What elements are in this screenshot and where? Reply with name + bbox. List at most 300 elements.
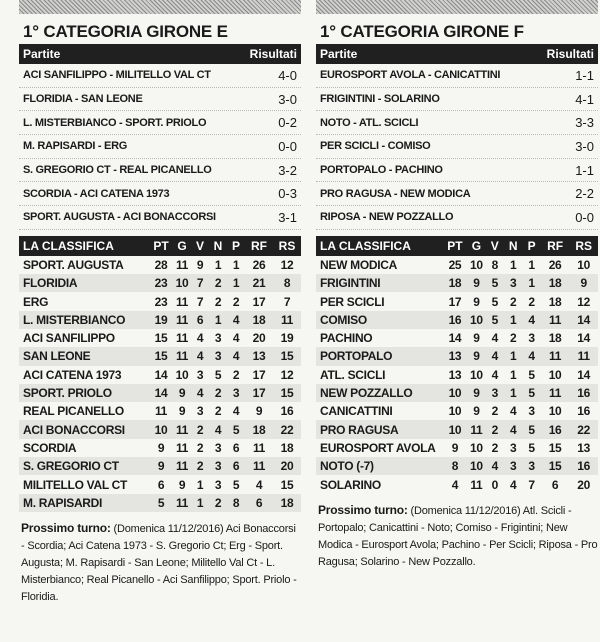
stat-cell: 13 (448, 367, 462, 382)
stat-cell: 3 (196, 404, 204, 419)
stat-cell: 15 (273, 347, 301, 365)
stat-cell: 3 (196, 367, 204, 382)
table-row (19, 494, 301, 512)
stat-cell: 23 (149, 274, 173, 292)
standings-col-header: V (191, 236, 209, 256)
next-round-label: Prossimo turno: (21, 520, 111, 535)
stat-cell: 20 (577, 477, 591, 492)
header-hatch (316, 0, 598, 14)
stat-cell: 1 (509, 257, 517, 272)
standings-title: LA CLASSIFICA (316, 236, 443, 256)
match-score: 3-0 (278, 91, 297, 107)
stat-cell: 10 (577, 257, 591, 272)
stat-cell: 19 (149, 311, 173, 329)
stat-cell: 17 (245, 384, 273, 402)
girone-f-title: 1° CATEGORIA GIRONE F (320, 22, 524, 41)
standings-col-header: RS (569, 236, 598, 256)
stat-cell: 2 (232, 294, 240, 309)
stat-cell: 11 (470, 477, 483, 492)
stat-cell: 5 (227, 420, 245, 438)
stat-cell: 5 (528, 367, 535, 382)
stat-cell: 9 (467, 274, 485, 292)
standings-col-header: V (486, 236, 504, 256)
match-row (316, 206, 598, 230)
team-name: MILITELLO VAL CT (23, 477, 128, 492)
stat-cell: 6 (232, 440, 240, 455)
table-row (19, 256, 301, 274)
girone-f-panel (316, 0, 598, 571)
match-score: 4-0 (278, 67, 297, 83)
stat-cell: 9 (473, 404, 480, 419)
team-name: NOTO (-7) (316, 457, 443, 475)
stat-cell: 14 (577, 367, 591, 382)
stat-cell: 2 (491, 440, 498, 455)
stat-cell: 14 (448, 331, 462, 346)
stat-cell: 11 (173, 494, 191, 512)
stat-cell: 1 (522, 274, 540, 292)
stat-cell: 2 (528, 294, 535, 309)
table-row (19, 475, 301, 493)
team-name: COMISO (316, 311, 443, 329)
stat-cell: 26 (252, 257, 266, 272)
match-teams: FLORIDIA - SAN LEONE (23, 93, 143, 106)
stat-cell: 4 (509, 404, 517, 419)
stat-cell: 13 (245, 347, 273, 365)
stat-cell: 12 (280, 257, 294, 272)
stat-cell: 0 (491, 477, 498, 492)
stat-cell: 2 (509, 331, 517, 346)
match-teams: FRIGINTINI - SOLARINO (320, 93, 440, 106)
stat-cell: 9 (473, 294, 480, 309)
stat-cell: 11 (175, 294, 189, 309)
match-row (19, 111, 301, 135)
stat-cell: 9 (173, 384, 191, 402)
stat-cell: 14 (154, 367, 168, 382)
stat-cell: 3 (504, 457, 522, 475)
stat-cell: 7 (196, 294, 204, 309)
stat-cell: 11 (175, 257, 189, 272)
stat-cell: 10 (470, 440, 483, 455)
match-teams: SCORDIA - ACI CATENA 1973 (23, 187, 170, 200)
table-row (316, 311, 598, 329)
stat-cell: 4 (486, 347, 504, 365)
standings-col-header: P (227, 236, 245, 256)
stat-cell: 16 (280, 404, 294, 419)
girone-e-panel (19, 0, 301, 606)
stat-cell: 15 (154, 331, 168, 346)
stat-cell: 4 (486, 457, 504, 475)
team-name: REAL PICANELLO (23, 404, 124, 419)
stat-cell: 10 (548, 404, 562, 419)
stat-cell: 18 (245, 311, 273, 329)
team-name: CANICATTINI (320, 404, 393, 419)
standings-col-header: N (209, 236, 227, 256)
table-row (19, 457, 301, 475)
col-risultati: Risultati (546, 47, 594, 61)
stat-cell: 2 (209, 274, 227, 292)
table-row (19, 329, 301, 347)
stat-cell: 4 (509, 477, 517, 492)
team-name: SAN LEONE (19, 347, 149, 365)
stat-cell: 4 (522, 347, 540, 365)
stat-cell: 5 (486, 274, 504, 292)
stat-cell: 3 (486, 384, 504, 402)
table-row (316, 256, 598, 274)
match-score: 0-3 (278, 186, 297, 202)
matches-list (316, 64, 598, 230)
stat-cell: 10 (467, 311, 485, 329)
stat-cell: 26 (548, 257, 562, 272)
stat-cell: 10 (149, 420, 173, 438)
stat-cell: 15 (149, 347, 173, 365)
stat-cell: 23 (154, 294, 168, 309)
team-name: FLORIDIA (19, 274, 149, 292)
stat-cell: 5 (491, 294, 498, 309)
stat-cell: 6 (191, 311, 209, 329)
stat-cell: 4 (255, 477, 263, 492)
match-teams: S. GREGORIO CT - REAL PICANELLO (23, 164, 212, 177)
standings-col-header: PT (149, 236, 173, 256)
table-row (316, 420, 598, 438)
stat-cell: 16 (541, 420, 570, 438)
match-score: 3-0 (575, 138, 594, 154)
stat-cell: 7 (191, 274, 209, 292)
match-score: 4-1 (575, 91, 594, 107)
table-row (19, 439, 301, 457)
stat-cell: 3 (214, 440, 222, 455)
stat-cell: 16 (443, 311, 468, 329)
stat-cell: 2 (196, 440, 204, 455)
stat-cell: 10 (470, 257, 483, 272)
match-teams: NOTO - ATL. SCICLI (320, 116, 419, 129)
stat-cell: 5 (232, 477, 240, 492)
match-score: 1-1 (575, 162, 594, 178)
match-score: 1-1 (575, 67, 594, 83)
stat-cell: 22 (273, 420, 301, 438)
stat-cell: 9 (157, 440, 165, 455)
stat-cell: 2 (509, 294, 517, 309)
stat-cell: 16 (569, 457, 598, 475)
stat-cell: 4 (227, 347, 245, 365)
table-row (19, 274, 301, 292)
stat-cell: 3 (209, 457, 227, 475)
stat-cell: 2 (214, 404, 222, 419)
match-row (19, 182, 301, 206)
stat-cell: 9 (569, 274, 598, 292)
stat-cell: 2 (209, 494, 227, 512)
stat-cell: 21 (245, 274, 273, 292)
next-round-date: (Domenica 11/12/2016) (410, 504, 521, 517)
stat-cell: 18 (548, 331, 562, 346)
stat-cell: 9 (178, 477, 186, 492)
stat-cell: 4 (196, 331, 204, 346)
stat-cell: 6 (245, 494, 273, 512)
stat-cell: 14 (569, 311, 598, 329)
stat-cell: 13 (443, 347, 468, 365)
team-name: PRO RAGUSA (316, 420, 443, 438)
stat-cell: 16 (577, 404, 591, 419)
standings-col-header: G (173, 236, 191, 256)
stat-cell: 5 (214, 367, 222, 382)
table-row (19, 347, 301, 365)
stat-cell: 8 (443, 457, 468, 475)
stat-cell: 11 (541, 311, 570, 329)
stat-cell: 1 (209, 311, 227, 329)
table-row (19, 311, 301, 329)
stat-cell: 10 (467, 457, 485, 475)
stat-cell: 10 (175, 367, 189, 382)
stat-cell: 11 (154, 404, 168, 419)
table-row (316, 384, 598, 402)
matches-list (19, 64, 301, 230)
team-name: ACI BONACCORSI (19, 420, 149, 438)
stat-cell: 4 (451, 477, 459, 492)
stat-cell: 11 (569, 347, 598, 365)
stat-cell: 1 (227, 274, 245, 292)
standings-header-row (19, 236, 301, 256)
team-name: SCORDIA (23, 440, 77, 455)
standings-col-header: RF (245, 236, 273, 256)
match-teams: L. MISTERBIANCO - SPORT. PRIOLO (23, 116, 207, 129)
stat-cell: 9 (255, 404, 263, 419)
stat-cell: 2 (214, 294, 222, 309)
stat-cell: 15 (548, 440, 562, 455)
team-name: FRIGINTINI (316, 274, 443, 292)
standings-col-header: P (522, 236, 540, 256)
stat-cell: 6 (551, 477, 559, 492)
stat-cell: 4 (491, 331, 498, 346)
stat-cell: 5 (149, 494, 173, 512)
stat-cell: 10 (173, 274, 191, 292)
stat-cell: 11 (173, 311, 191, 329)
stat-cell: 10 (448, 404, 462, 419)
stat-cell: 11 (467, 420, 485, 438)
stat-cell: 6 (227, 457, 245, 475)
stat-cell: 5 (522, 420, 540, 438)
match-score: 3-1 (278, 209, 297, 225)
next-round-fixtures: Aci Bonaccorsi - Scordia; Aci Catena 1973 - S. Gregorio Ct; Erg - Sport. Augusta; M. Rapisardi - San Leone; Militello Val Ct - L. Misterbianco; Real Picanello - Aci Sanfilippo; Sport. Priolo - Floridia. (21, 522, 297, 603)
match-score: 3-2 (278, 162, 297, 178)
stat-cell: 3 (509, 440, 517, 455)
team-name: L. MISTERBIANCO (19, 311, 149, 329)
match-row (19, 206, 301, 230)
stat-cell: 7 (528, 477, 535, 492)
matches-header (316, 44, 598, 64)
stat-cell: 2 (491, 404, 498, 419)
stat-cell: 11 (173, 347, 191, 365)
stat-cell: 6 (157, 477, 165, 492)
stat-cell: 9 (473, 331, 480, 346)
table-row (316, 366, 598, 384)
stat-cell: 1 (504, 311, 522, 329)
team-name: PACHINO (320, 331, 373, 346)
table-row (316, 457, 598, 475)
stat-cell: 1 (528, 257, 535, 272)
stat-cell: 1 (509, 367, 517, 382)
stat-cell: 3 (227, 384, 245, 402)
stat-cell: 9 (149, 457, 173, 475)
match-teams: ACI SANFILIPPO - MILITELLO VAL CT (23, 69, 211, 82)
stat-cell: 1 (191, 494, 209, 512)
standings-table (316, 236, 598, 494)
match-score: 3-3 (575, 115, 594, 131)
stat-cell: 2 (486, 420, 504, 438)
next-round-label: Prossimo turno: (318, 502, 408, 517)
stat-cell: 3 (214, 477, 222, 492)
stat-cell: 14 (149, 384, 173, 402)
stat-cell: 9 (178, 404, 186, 419)
match-row (316, 88, 598, 112)
stat-cell: 7 (283, 294, 291, 309)
match-row (19, 88, 301, 112)
stat-cell: 2 (232, 367, 240, 382)
team-name: EUROSPORT AVOLA (320, 440, 436, 455)
stat-cell: 5 (486, 311, 504, 329)
table-row (19, 402, 301, 420)
stat-cell: 4 (232, 404, 240, 419)
stat-cell: 11 (541, 384, 570, 402)
team-name: ACI CATENA 1973 (23, 367, 122, 382)
stat-cell: 3 (528, 404, 535, 419)
table-row (316, 402, 598, 420)
stat-cell: 1 (214, 257, 222, 272)
stat-cell: 11 (173, 420, 191, 438)
girone-e-title: 1° CATEGORIA GIRONE E (23, 22, 228, 41)
team-name: SOLARINO (320, 477, 381, 492)
standings-header-row (316, 236, 598, 256)
match-teams: PRO RAGUSA - NEW MODICA (320, 187, 471, 200)
match-score: 2-2 (575, 186, 594, 202)
stat-cell: 22 (569, 420, 598, 438)
stat-cell: 4 (227, 311, 245, 329)
table-row (316, 292, 598, 310)
standings-col-header: RF (541, 236, 570, 256)
standings-title: LA CLASSIFICA (19, 236, 149, 256)
table-row (19, 420, 301, 438)
match-row (316, 64, 598, 88)
stat-cell: 3 (504, 274, 522, 292)
next-round-date: (Domenica 11/12/2016) (113, 522, 224, 535)
stat-cell: 12 (577, 294, 591, 309)
standings-col-header: PT (443, 236, 468, 256)
stat-cell: 11 (175, 440, 189, 455)
stat-cell: 20 (273, 457, 301, 475)
match-teams: SPORT. AUGUSTA - ACI BONACCORSI (23, 211, 216, 224)
stat-cell: 8 (491, 257, 498, 272)
match-row (316, 182, 598, 206)
stat-cell: 10 (470, 367, 483, 382)
stat-cell: 17 (252, 367, 266, 382)
stat-cell: 4 (191, 347, 209, 365)
next-round (19, 520, 301, 606)
stat-cell: 5 (528, 440, 535, 455)
stat-cell: 11 (173, 457, 191, 475)
team-name: PORTOPALO (316, 347, 443, 365)
stat-cell: 18 (273, 494, 301, 512)
table-row (316, 329, 598, 347)
col-risultati: Risultati (249, 47, 297, 61)
match-row (316, 111, 598, 135)
team-name: NEW MODICA (320, 257, 397, 272)
stat-cell: 5 (522, 384, 540, 402)
standings-table (19, 236, 301, 512)
matches-header (19, 44, 301, 64)
stat-cell: 10 (548, 367, 562, 382)
stat-cell: 11 (245, 457, 273, 475)
stat-cell: 11 (273, 311, 301, 329)
team-name: ACI SANFILIPPO (23, 331, 115, 346)
team-name: SPORT. PRIOLO (19, 384, 149, 402)
match-row (316, 159, 598, 183)
stat-cell: 3 (522, 457, 540, 475)
team-name: M. RAPISARDI (19, 494, 149, 512)
stat-cell: 15 (541, 457, 570, 475)
team-name: NEW POZZALLO (316, 384, 443, 402)
stat-cell: 15 (280, 477, 294, 492)
stat-cell: 25 (448, 257, 462, 272)
stat-cell: 9 (467, 347, 485, 365)
stat-cell: 18 (548, 294, 562, 309)
stat-cell: 14 (577, 331, 591, 346)
stat-cell: 15 (273, 384, 301, 402)
match-row (19, 135, 301, 159)
match-row (19, 159, 301, 183)
table-row (19, 366, 301, 384)
stat-cell: 13 (577, 440, 591, 455)
next-round-fixtures: Atl. Scicli - Portopalo; Canicattini - Noto; Comiso - Frigintini; New Modica - Eurosport Avola; Pachino - Per Scicli; Riposa - Pro Ragusa; Solarino - New Pozzallo. (318, 504, 598, 568)
match-teams: EUROSPORT AVOLA - CANICATTINI (320, 69, 501, 82)
header-hatch (19, 0, 301, 14)
match-teams: RIPOSA - NEW POZZALLO (320, 211, 454, 224)
match-teams: PORTOPALO - PACHINO (320, 164, 443, 177)
table-row (316, 475, 598, 493)
team-name: ATL. SCICLI (320, 367, 386, 382)
stat-cell: 2 (209, 384, 227, 402)
stat-cell: 18 (443, 274, 468, 292)
stat-cell: 1 (232, 257, 240, 272)
stat-cell: 4 (491, 367, 498, 382)
stat-cell: 11 (252, 440, 266, 455)
stat-cell: 11 (541, 347, 570, 365)
match-teams: M. RAPISARDI - ERG (23, 140, 127, 153)
stat-cell: 4 (232, 331, 240, 346)
stat-cell: 18 (541, 274, 570, 292)
stat-cell: 3 (214, 331, 222, 346)
col-partite: Partite (23, 47, 61, 61)
stat-cell: 3 (528, 331, 535, 346)
stat-cell: 10 (443, 420, 468, 438)
stat-cell: 19 (280, 331, 294, 346)
stat-cell: 8 (273, 274, 301, 292)
stat-cell: 8 (227, 494, 245, 512)
standings-col-header: RS (273, 236, 301, 256)
stat-cell: 9 (467, 384, 485, 402)
stat-cell: 17 (448, 294, 462, 309)
stat-cell: 18 (245, 420, 273, 438)
team-name: S. GREGORIO CT (19, 457, 149, 475)
team-name: SPORT. AUGUSTA (23, 257, 124, 272)
stat-cell: 9 (451, 440, 459, 455)
stat-cell: 17 (252, 294, 266, 309)
stat-cell: 4 (504, 420, 522, 438)
stat-cell: 1 (504, 384, 522, 402)
stat-cell: 1 (196, 477, 204, 492)
table-row (316, 347, 598, 365)
table-row (316, 274, 598, 292)
table-row (19, 292, 301, 310)
table-row (19, 384, 301, 402)
stat-cell: 4 (191, 384, 209, 402)
